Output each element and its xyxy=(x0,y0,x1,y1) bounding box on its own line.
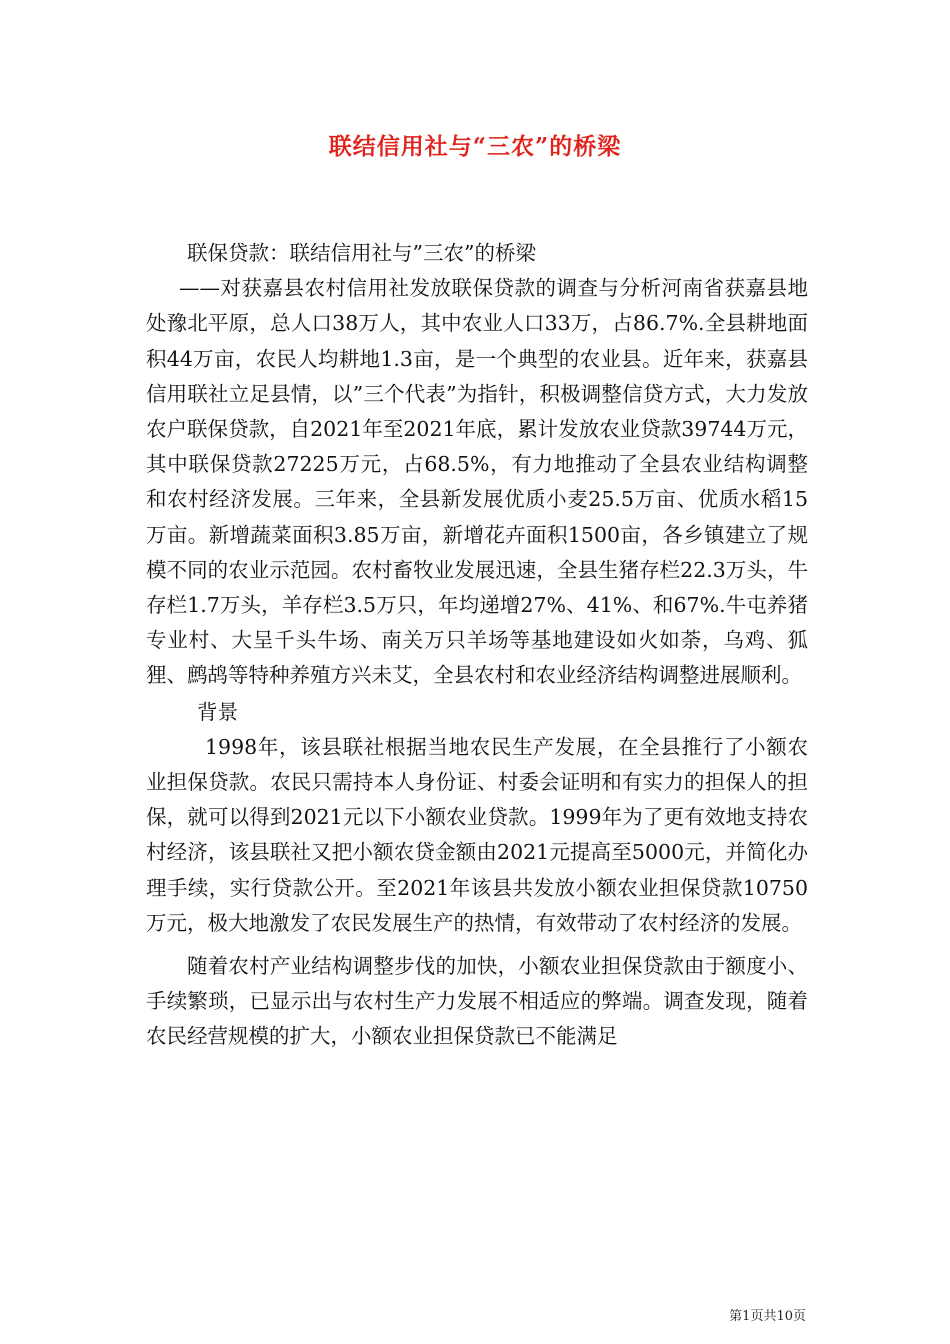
section-heading-background: 背景 xyxy=(197,699,238,724)
page-number: 第1页共10页 xyxy=(729,1309,806,1324)
subheading: 联保贷款：联结信用社与”三农”的桥梁 xyxy=(187,241,536,265)
paragraph-1998: 1998年，该县联社根据当地农民生产发展，在全县推行了小额农业担保贷款。农民只需持本人身份证、村委会证明和有实力的担保人的担保，就可以得到2021元以下小额农业贷款。1999年为了更有效地支持农村经济，该县联社又把小额农贷金额由2021元提高至5000元，并简化办理手续，实行贷款公开。至2021年该县共发放小额农业担保贷款10750万元，极大地激发了农民发展生产的热情，有效带动了农村经济的发展。 xyxy=(146,734,808,935)
document-body xyxy=(146,236,808,1055)
paragraph-intro: ——对获嘉县农村信用社发放联保贷款的调查与分析河南省获嘉县地处豫北平原，总人口38万人，其中农业人口33万，占86.7%.全县耕地面积44万亩，农民人均耕地1.3亩，是一个典型的农业县。近年来，获嘉县信用联社立足县情，以”三个代表”为指针，积极调整信贷方式，大力发放农户联保贷款，自2021年至2021年底，累计发放农业贷款39744万元，其中联保贷款27225万元，占68.5%，有力地推动了全县农业结构调整和农村经济发展。三年来，全县新发展优质小麦25.5万亩、优质水稻15万亩。新增蔬菜面积3.85万亩，新增花卉面积1500亩，各乡镇建立了规模不同的农业示范园。农村畜牧业发展迅速，全县生猪存栏22.3万头，牛存栏1.7万头，羊存栏3.5万只，年均递增27%、41%、和67%.牛屯养猪专业村、大呈千头牛场、南关万只羊场等基地建设如火如荼，乌鸡、狐狸、鹧鸪等特种养殖方兴未艾，全县农村和农业经济结构调整进展顺利。 xyxy=(146,276,808,688)
document-title: 联结信用社与“三农”的桥梁 xyxy=(328,133,622,160)
paragraph-restructuring: 随着农村产业结构调整步伐的加快，小额农业担保贷款由于额度小、手续繁琐，已显示出与农村生产力发展不相适应的弊端。调查发现，随着农民经营规模的扩大，小额农业担保贷款已不能满足 xyxy=(146,954,808,1049)
